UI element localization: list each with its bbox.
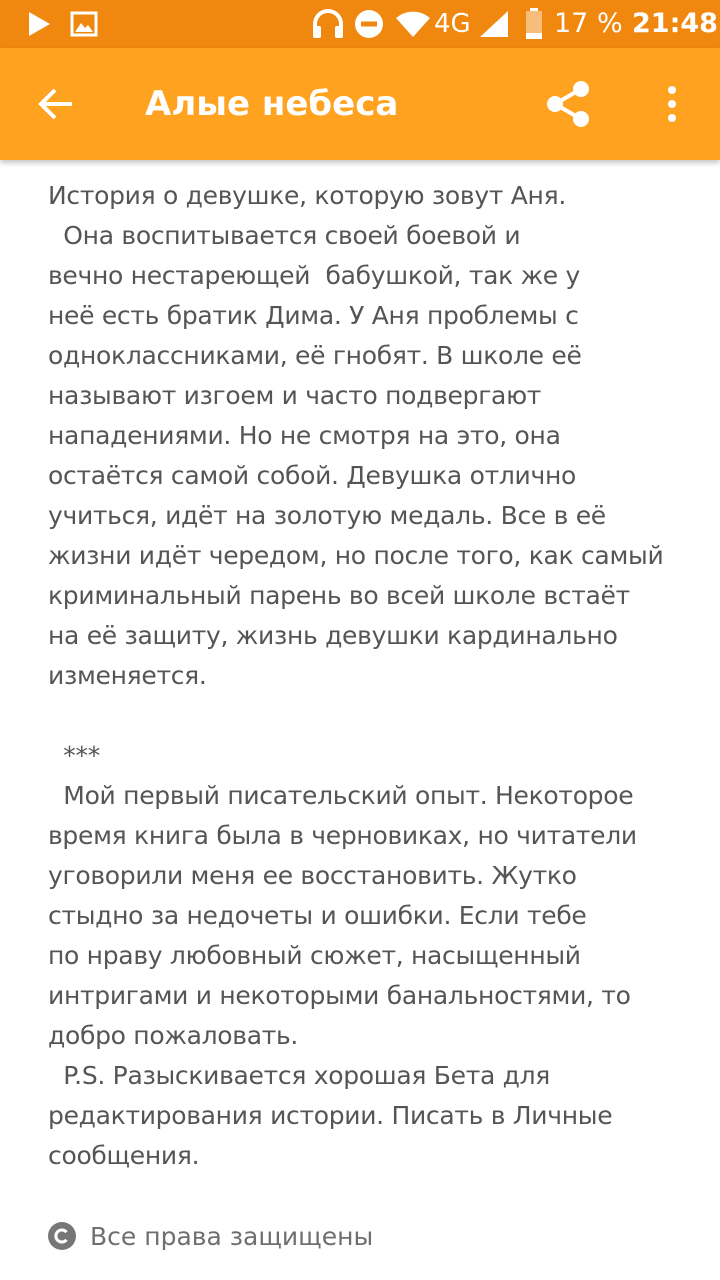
description-line: остаётся самой собой. Девушка отлично [48,461,576,490]
network-type: 4G [434,9,471,39]
description-line: на её защиту, жизнь девушки кардинально [48,621,618,650]
image-icon [68,0,100,48]
description-line: *** [48,741,100,770]
description-line: добро пожаловать. [48,1021,299,1050]
battery-icon [522,0,546,48]
more-options-button[interactable] [650,48,694,160]
copyright-icon [48,1222,76,1250]
description-line: P.S. Разыскивается хорошая Бета для [48,1061,551,1090]
description-line: Мой первый писательский опыт. Некоторое [48,781,634,810]
book-description [48,176,688,1176]
back-button[interactable] [28,48,84,160]
do-not-disturb-icon [352,0,386,48]
headphones-icon [308,0,348,48]
description-line: История о девушке, которую зовут Аня. [48,181,566,210]
wifi-icon [393,0,433,48]
description-line: стыдно за недочеты и ошибки. Если тебе [48,901,587,930]
description-line: одноклассниками, её гнобят. В школе её [48,341,582,370]
description-line: называют изгоем и часто подвергают [48,381,542,410]
description-line: уговорили меня ее восстановить. Жутко [48,861,577,890]
play-icon [22,0,56,48]
description-line: учиться, идёт на золотую медаль. Все в её [48,501,606,530]
more-vertical-icon [667,86,677,122]
description-line: по нраву любовный сюжет, насыщенный [48,941,581,970]
description-line: интригами и некоторыми банальностями, то [48,981,631,1010]
battery-percent: 17 % [554,8,623,39]
description-line: время книга была в черновиках, но читатели [48,821,637,850]
copyright-notice [48,1214,373,1258]
copyright-label: Все права защищены [90,1221,374,1251]
share-icon [543,79,593,129]
app-bar [0,48,720,160]
description-line: вечно нестареющей бабушкой, так же у [48,261,581,290]
description-line: Она воспитывается своей боевой и [48,221,521,250]
page-title: Алые небеса [145,84,399,124]
description-line: сообщения. [48,1141,200,1170]
status-bar [0,0,720,48]
back-arrow-icon [38,88,74,120]
description-line: неё есть братик Дима. У Аня проблемы с [48,301,579,330]
description-line: редактирования истории. Писать в Личные [48,1101,613,1130]
description-line: жизни идёт чередом, но после того, как самый [48,541,664,570]
clock: 21:48 [632,8,718,39]
description-line: нападениями. Но не смотря на это, она [48,421,561,450]
signal-icon [478,0,510,48]
description-line [48,696,688,736]
description-line: криминальный парень во всей школе встаёт [48,581,630,610]
share-button[interactable] [538,48,598,160]
description-line: изменяется. [48,661,207,690]
